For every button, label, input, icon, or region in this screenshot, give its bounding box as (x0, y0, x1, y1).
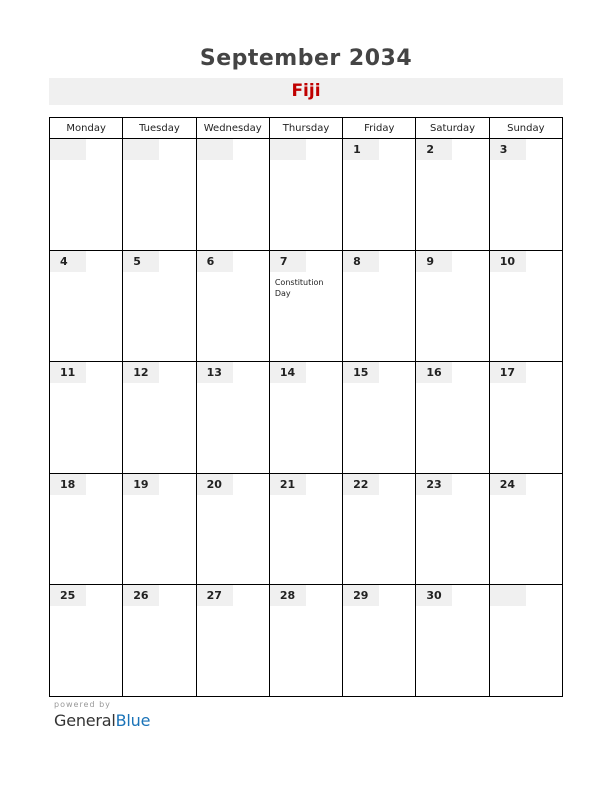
day-cell (343, 139, 416, 251)
day-number: 23 (426, 477, 442, 491)
day-number: 24 (499, 477, 515, 491)
day-number: 1 (353, 143, 361, 156)
day-cell (343, 362, 416, 474)
weekday-header: Sunday (489, 118, 562, 139)
day-number: 30 (426, 589, 442, 603)
day-number: 9 (426, 254, 435, 268)
week-row (50, 362, 563, 474)
day-number: 14 (279, 366, 296, 380)
brand-blue-text: Blue (115, 711, 151, 730)
day-cell (123, 362, 196, 474)
day-cell (123, 473, 196, 585)
day-number: 27 (206, 589, 222, 603)
day-number: 19 (133, 477, 149, 491)
day-cell (196, 250, 269, 362)
calendar-weeks (50, 139, 563, 697)
day-cell (416, 139, 489, 251)
day-cell (123, 250, 196, 362)
week-row (50, 139, 563, 251)
day-number: 21 (279, 477, 296, 491)
day-number: 5 (133, 254, 141, 268)
day-number: 20 (206, 477, 222, 491)
day-number-tab (343, 251, 379, 272)
day-cell (489, 362, 562, 474)
day-cell (196, 139, 269, 251)
weekday-header: Tuesday (123, 118, 196, 139)
day-cell (50, 362, 123, 474)
day-number-tab (197, 139, 233, 160)
day-cell (269, 139, 342, 251)
day-number-tab (270, 251, 306, 272)
day-number-tab (416, 251, 452, 272)
country-name: Fiji (291, 81, 321, 101)
day-number: 16 (426, 366, 442, 380)
footer (54, 700, 150, 730)
weekday-header: Thursday (269, 118, 342, 139)
day-cell (269, 473, 342, 585)
day-cell (343, 473, 416, 585)
day-cell (50, 473, 123, 585)
day-number: 6 (206, 254, 215, 268)
country-banner (49, 78, 563, 105)
day-number: 18 (60, 477, 76, 491)
day-cell (343, 250, 416, 362)
day-cell (123, 139, 196, 251)
brand-general-text: General (54, 711, 116, 730)
day-number: 12 (133, 366, 149, 380)
day-number: 17 (499, 366, 515, 380)
day-cell (416, 362, 489, 474)
day-number-tab (123, 251, 159, 272)
day-cell (416, 585, 489, 697)
day-number-tab (416, 139, 452, 160)
day-number: 4 (60, 254, 68, 268)
weekday-header: Wednesday (196, 118, 269, 139)
day-number-tab (197, 251, 233, 272)
day-number: 11 (60, 366, 76, 380)
day-cell (489, 473, 562, 585)
week-row (50, 585, 563, 697)
powered-by-label: powered by (54, 700, 111, 709)
day-number: 29 (353, 589, 369, 603)
day-cell (50, 139, 123, 251)
day-cell (269, 250, 342, 362)
week-row (50, 250, 563, 362)
day-number: 3 (499, 143, 508, 156)
day-cell (343, 585, 416, 697)
day-number-tab (490, 585, 526, 606)
day-number: 25 (60, 589, 76, 603)
calendar-title: September 2034 (199, 46, 413, 71)
day-number: 13 (206, 366, 222, 380)
weekday-header-row (50, 118, 563, 139)
day-cell (489, 139, 562, 251)
day-number: 2 (426, 143, 435, 156)
day-cell (269, 362, 342, 474)
day-cell (50, 250, 123, 362)
day-number-tab (50, 251, 86, 272)
day-number-tab (50, 139, 86, 160)
day-number-tab (270, 139, 306, 160)
day-cell (196, 362, 269, 474)
day-cell (416, 250, 489, 362)
day-cell (123, 585, 196, 697)
day-number-tab (343, 139, 379, 160)
day-number: 15 (353, 366, 369, 380)
day-cell (489, 250, 562, 362)
day-cell (50, 585, 123, 697)
day-number: 7 (279, 254, 288, 268)
day-number-tab (490, 139, 526, 160)
day-number: 10 (499, 254, 515, 268)
day-cell (196, 585, 269, 697)
weekday-header: Monday (50, 118, 123, 139)
generalblue-logo[interactable] (54, 711, 150, 730)
day-number-tab (123, 139, 159, 160)
day-number: 22 (353, 477, 369, 491)
day-cell (196, 473, 269, 585)
holiday-label: Constitution Day (274, 277, 324, 298)
day-cell (269, 585, 342, 697)
day-cell (416, 473, 489, 585)
day-number: 8 (353, 254, 361, 268)
calendar-grid (49, 117, 563, 697)
day-cell (489, 585, 562, 697)
weekday-header: Friday (343, 118, 416, 139)
day-number: 28 (279, 589, 296, 603)
day-number: 26 (133, 589, 149, 603)
week-row (50, 473, 563, 585)
weekday-header: Saturday (416, 118, 489, 139)
